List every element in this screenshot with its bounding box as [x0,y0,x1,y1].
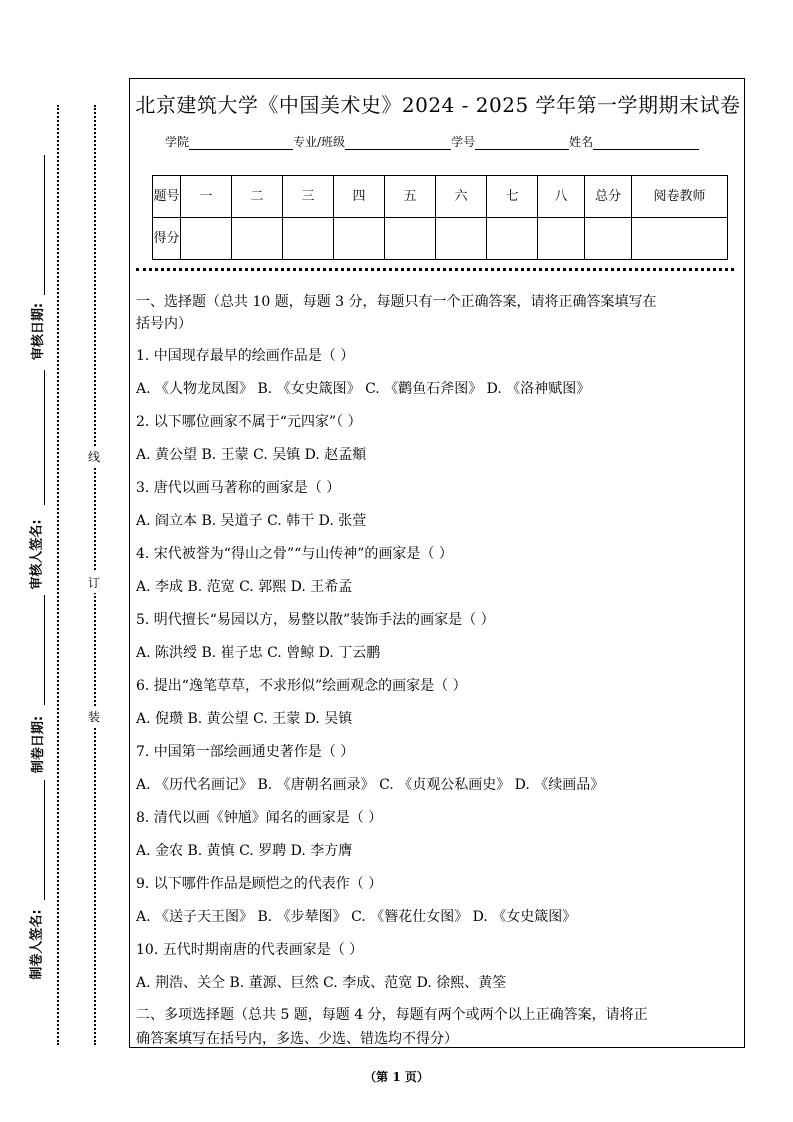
college-label: 学院 [165,135,190,149]
section2-heading-cont: 确答案填写在括号内，多选、少选、错选均不得分） [136,1031,458,1047]
exam-frame [129,78,745,1048]
sign-line [44,155,45,295]
name-label: 姓名 [569,135,594,149]
student-id-field[interactable] [475,136,569,150]
section-separator [136,268,734,271]
question-10: 10. 五代时期南唐的代表画家是（ ） [136,942,364,958]
score-col-4: 四 [334,176,385,218]
section2-heading: 二、多项选择题（总共 5 题，每题 4 分，每题有两个或两个以上正确答案，请将正 [136,1007,648,1023]
dotted-line [57,105,59,1045]
score-col-6: 六 [436,176,487,218]
options-8: A. 金农 B. 黄慎 C. 罗聘 D. 李方膺 [136,843,353,859]
score-col-8: 八 [538,176,585,218]
question-4: 4. 宋代被誉为“得山之骨”“与山传神”的画家是（ ） [136,546,453,562]
student-id-label: 学号 [451,135,476,149]
score-cell[interactable] [334,218,385,260]
major-label: 专业/班级 [293,135,346,149]
score-col-3: 三 [283,176,334,218]
page-number: （第 1 页） [364,1070,429,1084]
score-cell[interactable] [283,218,334,260]
score-cell[interactable] [385,218,436,260]
maker-sign-label: 制卷人签名: [29,909,45,980]
question-1: 1. 中国现存最早的绘画作品是（ ） [136,348,355,364]
score-table-header-row [153,176,728,218]
sign-line [44,370,45,505]
question-5: 5. 明代擅长“易园以方，易整以散”装饰手法的画家是（ ） [136,612,495,628]
score-table-score-row [153,218,728,260]
reviewer-date-label: 审核日期: [31,302,47,361]
options-3: A. 阎立本 B. 吴道子 C. 韩干 D. 张萱 [136,513,367,529]
question-9: 9. 以下哪件作品是顾恺之的代表作（ ） [136,876,383,892]
exam-title: 北京建筑大学《中国美术史》2024 - 2025 学年第一学期期末试卷 [135,93,741,117]
sign-line [44,595,45,705]
score-cell[interactable] [538,218,585,260]
student-info-row [165,133,699,150]
options-4: A. 李成 B. 范宽 C. 郭熙 D. 王希孟 [136,579,353,595]
question-6: 6. 提出“逸笔草草，不求形似”绘画观念的画家是（ ） [136,678,467,694]
question-7: 7. 中国第一部绘画通史著作是（ ） [136,744,355,760]
question-number-label: 题号 [153,176,181,218]
college-field[interactable] [189,136,293,150]
score-label: 得分 [153,218,181,260]
maker-date-label: 制卷日期: [31,715,47,774]
score-cell[interactable] [181,218,232,260]
binding-mark-line: 线 [88,446,100,467]
binding-mark-fold: 装 [88,706,100,727]
section1-heading: 一、选择题（总共 10 题，每题 3 分，每题只有一个正确答案，请将正确答案填写在 [136,294,657,310]
reviewer-label: 阅卷教师 [632,176,728,218]
options-1: A. 《人物龙凤图》 B. 《女史箴图》 C. 《鹳鱼石斧图》 D. 《洛神赋图》 [136,381,591,397]
options-9: A. 《送子天王图》 B. 《步辇图》 C. 《簪花仕女图》 D. 《女史箴图》 [136,909,577,925]
score-col-1: 一 [181,176,232,218]
score-table [152,175,728,260]
options-7: A. 《历代名画记》 B. 《唐朝名画录》 C. 《贞观公私画史》 D. 《续画品》 [136,777,605,793]
score-col-5: 五 [385,176,436,218]
question-3: 3. 唐代以画马著称的画家是（ ） [136,480,341,496]
major-field[interactable] [345,136,451,150]
question-2: 2. 以下哪位画家不属于“元四家”（ ） [136,414,362,430]
binding-margin [0,0,125,1122]
section1-heading-cont: 括号内） [136,316,192,332]
score-col-total: 总分 [585,176,632,218]
reviewer-sign-label: 审核人签名: [29,519,45,590]
options-2: A. 黄公望 B. 王蒙 C. 吴镇 D. 赵孟頫 [136,447,367,463]
options-5: A. 陈洪绶 B. 崔子忠 C. 曾鲸 D. 丁云鹏 [136,645,381,661]
options-6: A. 倪瓒 B. 黄公望 C. 王蒙 D. 吴镇 [136,711,353,727]
binding-mark-bind: 订 [88,572,100,593]
score-cell-total[interactable] [585,218,632,260]
question-8: 8. 清代以画《钟馗》闻名的画家是（ ） [136,810,383,826]
reviewer-cell[interactable] [632,218,728,260]
score-cell[interactable] [232,218,283,260]
score-col-7: 七 [487,176,538,218]
score-col-2: 二 [232,176,283,218]
options-10: A. 荆浩、关仝 B. 董源、巨然 C. 李成、范宽 D. 徐熙、黄筌 [136,975,507,991]
sign-line [44,780,45,900]
name-field[interactable] [593,136,699,150]
score-cell[interactable] [436,218,487,260]
score-cell[interactable] [487,218,538,260]
